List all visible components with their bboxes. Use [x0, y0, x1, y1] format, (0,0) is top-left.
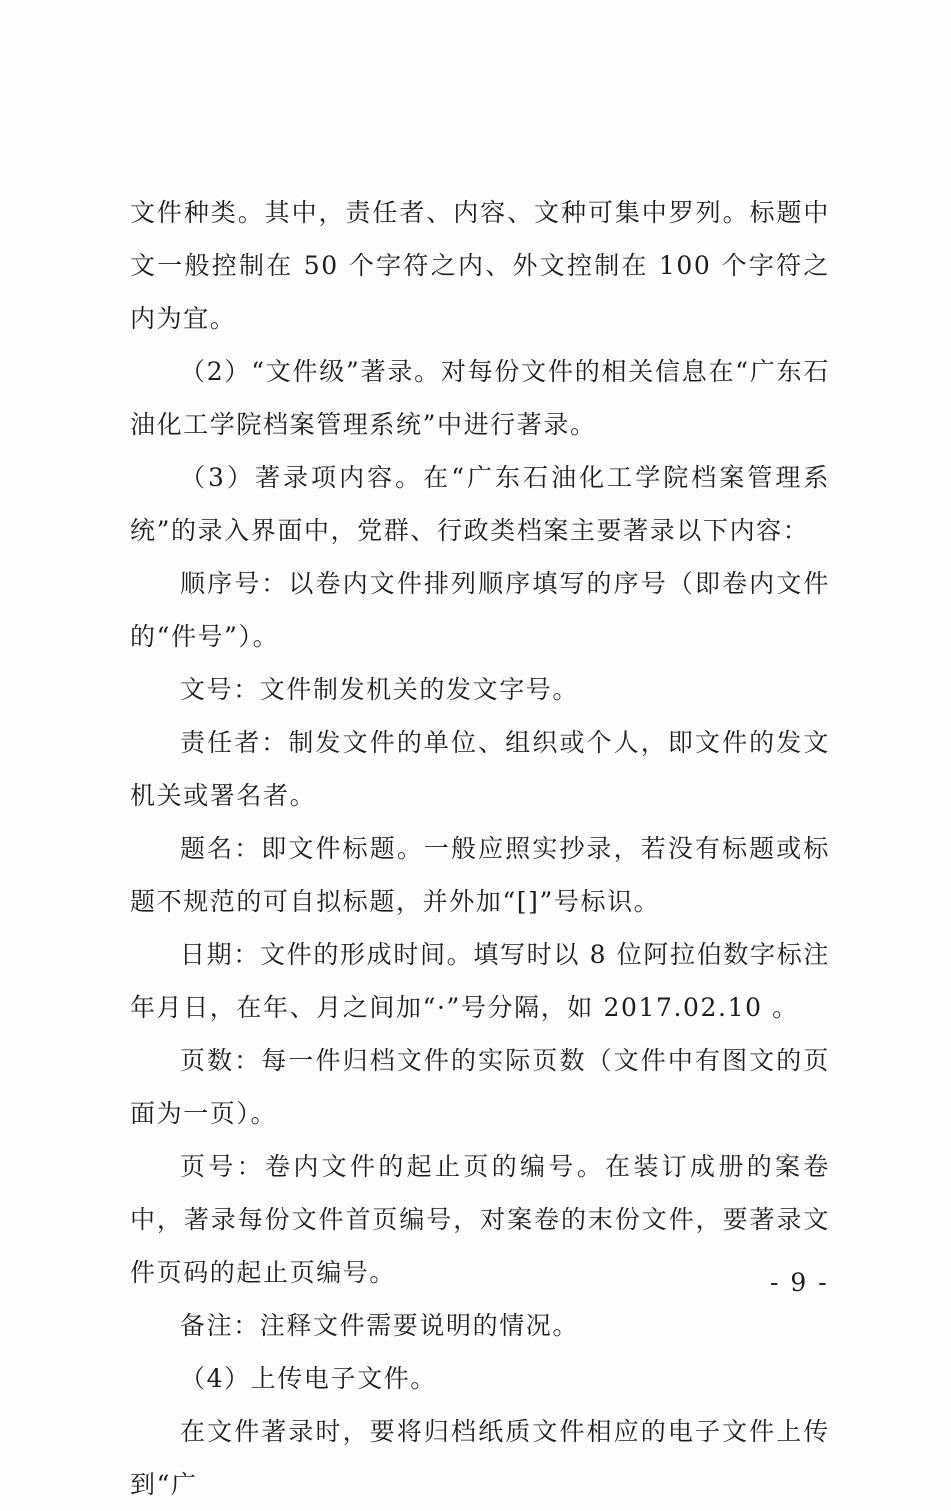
paragraph-page-count: 页数：每一件归档文件的实际页数（文件中有图文的页面为一页）。 — [130, 1046, 830, 1128]
paragraph-title: 题名：即文件标题。一般应照实抄录，若没有标题或标题不规范的可自拟标题，并外加“[]”号标识。 — [130, 834, 830, 916]
paragraph-sequence-number: 顺序号：以卷内文件排列顺序填写的序号（即卷内文件的“件号”）。 — [130, 569, 830, 651]
paragraph-cataloging-items: （3）著录项内容。在“广东石油化工学院档案管理系统”的录入界面中，党群、行政类档案主要著录以下内容： — [130, 463, 830, 545]
paragraph-continuation: 文件种类。其中，责任者、内容、文种可集中罗列。标题中文一般控制在 50 个字符之内、外文控制在 100 个字符之内为宜。 — [130, 198, 830, 333]
paragraph-remarks: 备注：注释文件需要说明的情况。 — [180, 1311, 580, 1340]
paragraph-upload-instructions: 在文件著录时，要将归档纸质文件相应的电子文件上传到“广 — [130, 1417, 830, 1499]
paragraph-document-number: 文号：文件制发机关的发文字号。 — [180, 675, 580, 704]
page-number: - 9 - — [770, 1268, 829, 1297]
paragraph-page-numbers: 页号：卷内文件的起止页的编号。在装订成册的案卷中，著录每份文件首页编号，对案卷的末份文件，要著录文件页码的起止页编号。 — [130, 1152, 830, 1287]
paragraph-upload-electronic-file: （4）上传电子文件。 — [180, 1364, 437, 1393]
body-text — [130, 186, 830, 1511]
paragraph-date: 日期：文件的形成时间。填写时以 8 位阿拉伯数字标注年月日，在年、月之间加“·”号分隔，如 2017.02.10 。 — [130, 940, 830, 1022]
paragraph-file-level-cataloging: （2）“文件级”著录。对每份文件的相关信息在“广东石油化工学院档案管理系统”中进行著录。 — [130, 357, 830, 439]
paragraph-responsible-party: 责任者：制发文件的单位、组织或个人，即文件的发文机关或署名者。 — [130, 728, 830, 810]
